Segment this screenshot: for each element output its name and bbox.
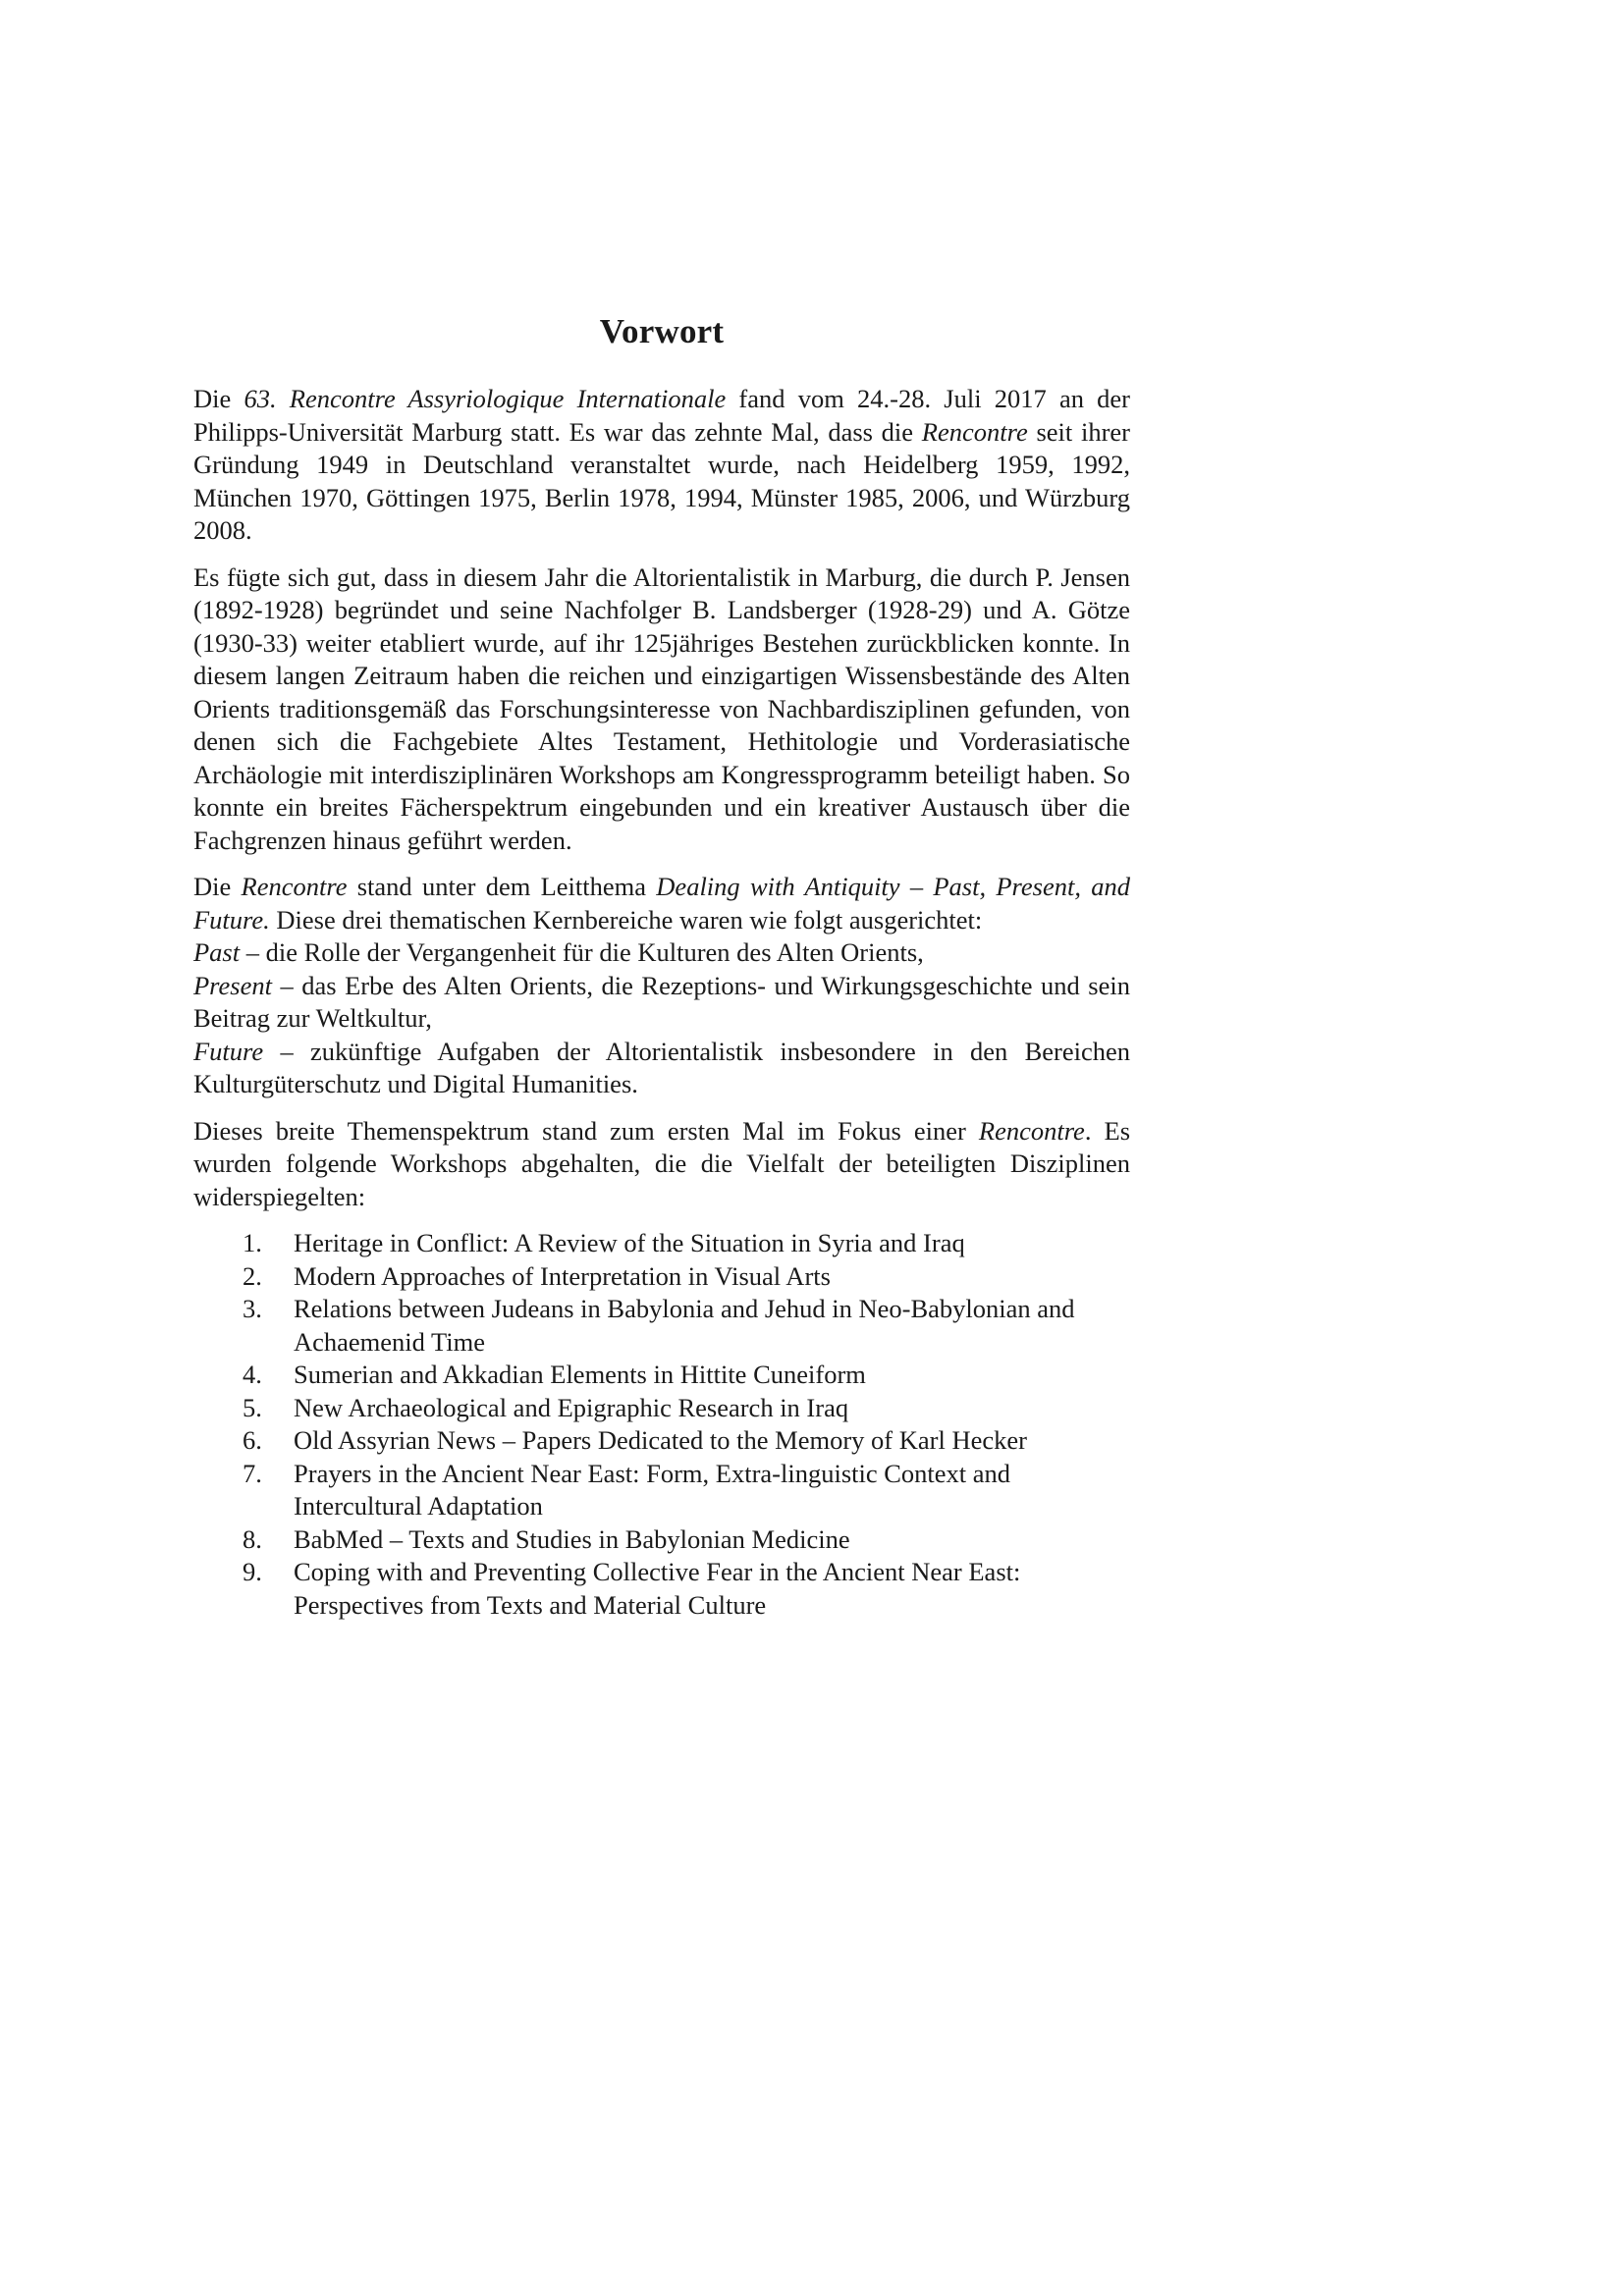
workshop-number: 2. xyxy=(243,1260,262,1291)
workshop-number: 3. xyxy=(243,1294,262,1323)
workshop-item xyxy=(193,1392,1130,1425)
workshop-number: 9. xyxy=(243,1557,262,1586)
workshop-item xyxy=(193,1293,1130,1359)
event-name: 63. Rencontre Assyriologique Internationale xyxy=(244,384,727,413)
workshop-title: Prayers in the Ancient Near East: Form, Extra-linguistic Context and Intercultural Adaptation xyxy=(294,1458,1011,1521)
rencontre-term: Rencontre xyxy=(978,1115,1085,1146)
workshop-number: 5. xyxy=(243,1392,262,1422)
workshop-title: Coping with and Preventing Collective Fear in the Ancient Near East: Perspectives from Texts and Material Culture xyxy=(294,1557,1021,1620)
future-text: – zukünftige Aufgaben der Altorientalistik insbesondere in den Bereichen Kulturgüterschutz und Digital Humanities. xyxy=(193,1036,1130,1098)
workshop-item xyxy=(193,1227,1130,1260)
past-label: Past xyxy=(193,937,241,967)
page-title: Vorwort xyxy=(599,312,725,350)
workshop-number: 7. xyxy=(243,1458,262,1488)
intro-text-1: fand vom 24.-28. Juli 2017 an der Philipps-Universität Marburg statt. Es war das zehnte Mal, dass die xyxy=(193,384,1130,447)
conference-theme: Dealing with Antiquity – Past, Present, and Future. xyxy=(193,872,1130,934)
workshop-item xyxy=(193,1424,1130,1458)
workshop-number: 4. xyxy=(243,1360,262,1389)
workshop-number: 1. xyxy=(243,1228,262,1257)
theme-mid: stand unter dem Leitthema xyxy=(347,872,657,901)
workshop-item xyxy=(193,1359,1130,1392)
workshop-number: 8. xyxy=(243,1523,262,1554)
workshop-item xyxy=(193,1458,1130,1523)
history-paragraph: Es fügte sich gut, dass in diesem Jahr die Altorientalistik in Marburg, die durch P. Jensen (1892-1928) begründet und seine Nachfolger B. Landsberger (1928-29) und A. Götze (1930-33) weiter etabliert wurde, auf ihr 125jähriges Bestehen zurückblicken konnte. In diesem langen Zeitraum haben die reichen und einzigartigen Wissensbestände des Alten Orients traditionsgemäß das Forschungsinteresse von Nachbardisziplinen gefunden, von denen sich die Fachgebiete Altes Testament, Hethitologie und Vorderasiatische Archäologie mit interdisziplinären Workshops am Kongressprogramm beteiligt haben. So konnte ein breites Fächerspektrum eingebunden und ein kreativer Austausch über die Fachgrenzen hinaus geführt werden. xyxy=(193,561,1130,855)
past-text: – die Rolle der Vergangenheit für die Kulturen des Alten Orients, xyxy=(240,937,924,967)
intro-text-2: seit ihrer Gründung 1949 in Deutschland veranstaltet wurde, nach Heidelberg 1959, 1992, München 1970, Göttingen 1975, Berlin 1978, 1994, Münster 1985, 2006, und Würzburg 2008. xyxy=(193,416,1130,545)
workshops-intro-rest: . Es wurden folgende Workshops abgehalten, die die Vielfalt der beteiligten Disziplinen widerspiegelten: xyxy=(193,1115,1131,1211)
workshops-intro-lead: Dieses breite Themenspektrum stand zum ersten Mal im Fokus einer xyxy=(193,1115,979,1146)
rencontre-term: Rencontre xyxy=(241,872,348,901)
workshop-title: BabMed – Texts and Studies in Babylonian Medicine xyxy=(294,1523,850,1554)
workshop-title: Modern Approaches of Interpretation in Visual Arts xyxy=(294,1260,831,1291)
workshop-title: Sumerian and Akkadian Elements in Hittite Cuneiform xyxy=(294,1360,866,1389)
workshop-number: 6. xyxy=(243,1425,262,1455)
theme-lead: Die xyxy=(193,872,242,901)
intro-lead: Die xyxy=(193,384,244,413)
theme-paragraph xyxy=(193,871,1130,1101)
intro-paragraph xyxy=(193,383,1130,548)
present-label: Present xyxy=(193,970,272,1000)
workshop-list xyxy=(193,1227,1130,1622)
workshop-title: Old Assyrian News – Papers Dedicated to the Memory of Karl Hecker xyxy=(294,1425,1027,1455)
theme-rest: Diese drei thematischen Kernbereiche waren wie folgt ausgerichtet: xyxy=(269,904,983,934)
present-text: – das Erbe des Alten Orients, die Rezeptions- und Wirkungsgeschichte und sein Beitrag zur Weltkultur, xyxy=(193,970,1130,1033)
workshop-title: New Archaeological and Epigraphic Research in Iraq xyxy=(294,1392,849,1422)
workshop-item xyxy=(193,1260,1130,1294)
workshop-item xyxy=(193,1556,1130,1622)
workshop-title: Heritage in Conflict: A Review of the Situation in Syria and Iraq xyxy=(294,1228,965,1257)
future-label: Future xyxy=(193,1036,264,1066)
workshops-intro-paragraph xyxy=(193,1115,1130,1214)
page-content xyxy=(193,312,1130,1622)
workshop-title: Relations between Judeans in Babylonia and Jehud in Neo-Babylonian and Achaemenid Time xyxy=(294,1294,1075,1357)
rencontre-term: Rencontre xyxy=(921,416,1028,447)
workshop-item xyxy=(193,1523,1130,1557)
